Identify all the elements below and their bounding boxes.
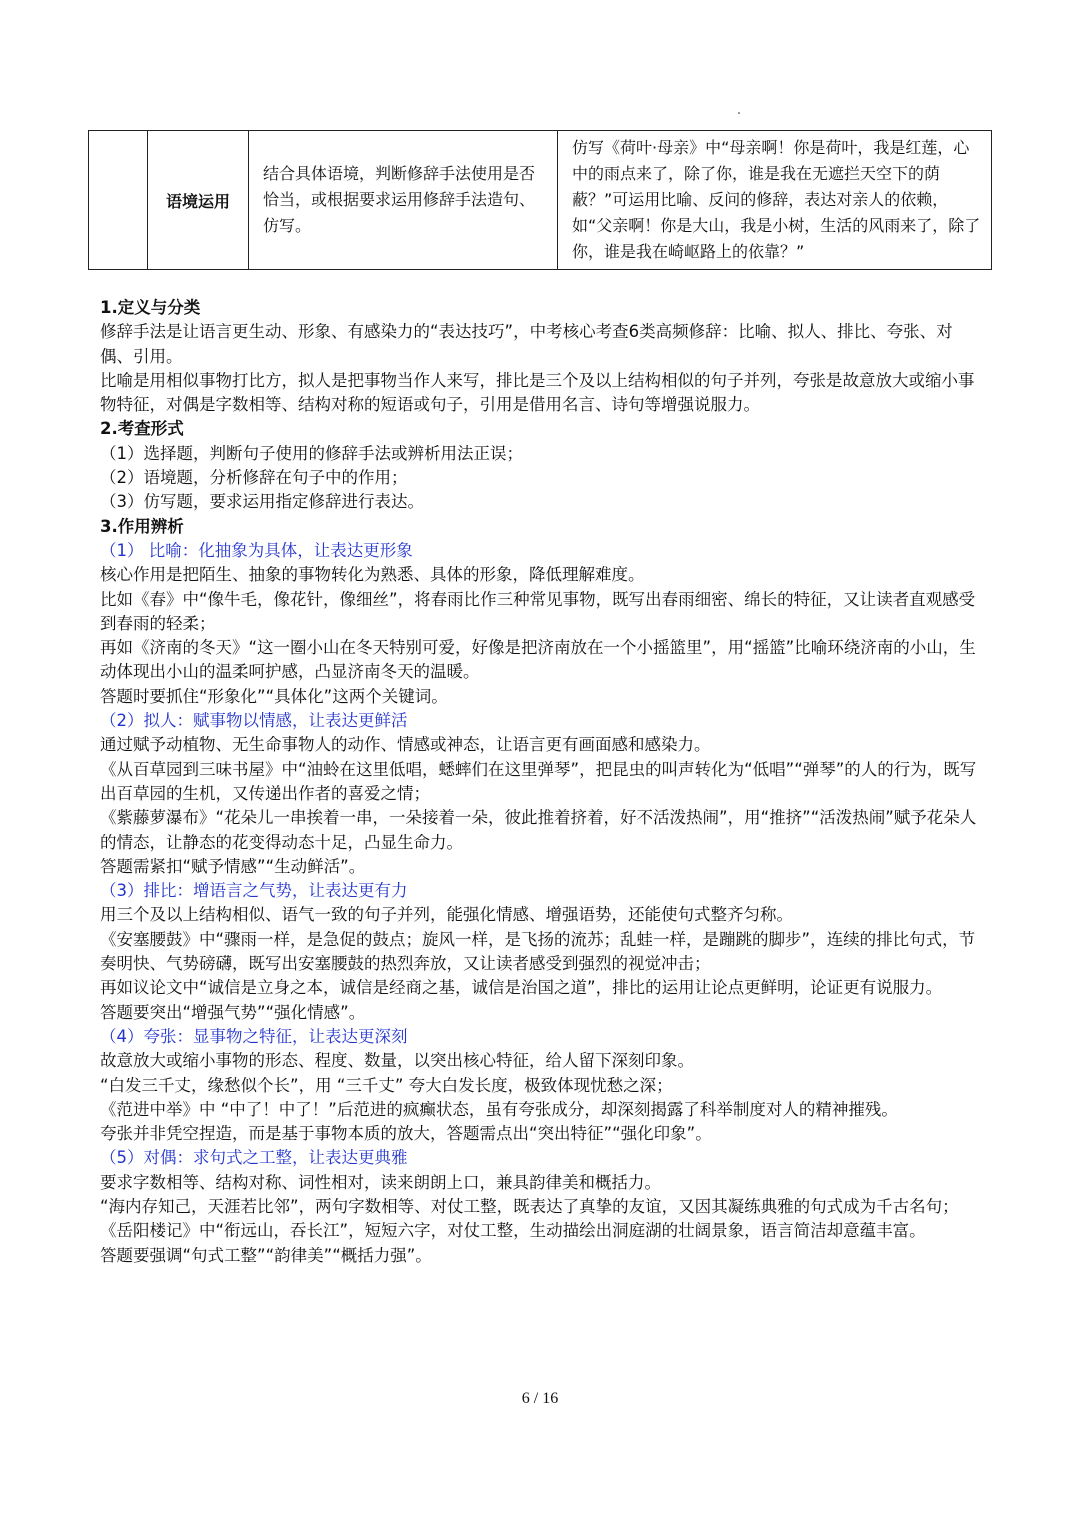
- paragraph: 再如议论文中“诚信是立身之本，诚信是经商之基，诚信是治国之道”，排比的运用让论点更鲜明，论证更有说服力。: [100, 978, 943, 998]
- paragraph: 《安塞腰鼓》中“骤雨一样，是急促的鼓点；旋风一样，是飞扬的流苏；乱蛙一样，是蹦跳的脚步”，连续的排比句式，节奏明快、气势磅礴，既写出安塞腰鼓的热烈奔放，又让读者感受到强烈的视觉冲击；: [100, 929, 976, 974]
- subheading: （5）对偶：求句式之工整，让表达更典雅: [100, 1148, 408, 1168]
- subheading: （4）夸张：显事物之特征，让表达更深刻: [100, 1026, 408, 1046]
- paragraph: 答题要强调“句式工整”“韵律美”“概括力强”。: [100, 1245, 432, 1265]
- requirement-cell: 结合具体语境，判断修辞手法使用是否恰当，或根据要求运用修辞手法造句、仿写。: [249, 131, 558, 270]
- paragraph: “海内存知己，天涯若比邻”，两句字数相等、对仗工整，既表达了真挚的友谊，又因其凝练典雅的句式成为千古名句；: [100, 1196, 959, 1216]
- paragraph: 要求字数相等、结构对称、词性相对，读来朗朗上口，兼具韵律美和概括力。: [100, 1172, 661, 1192]
- paragraph: 再如《济南的冬天》“这一圈小山在冬天特别可爱，好像是把济南放在一个小摇篮里”，用“摇篮”比喻环绕济南的小山，生动体现出小山的温柔呵护感，凸显济南冬天的温暖。: [100, 638, 976, 682]
- paragraph: 《从百草园到三味书屋》中“油蛉在这里低唱，蟋蟀们在这里弹琴”，把昆虫的叫声转化为“低唱”“弹琴”的人的行为，既写出百草园的生机，又传递出作者的喜爱之情；: [100, 759, 977, 803]
- paragraph: 《岳阳楼记》中“衔远山，吞长江”，短短六字，对仗工整，生动描绘出洞庭湖的壮阔景象，语言简洁却意蕴丰富。: [100, 1221, 926, 1241]
- paragraph: 《紫藤萝瀑布》“花朵儿一串挨着一串，一朵接着一朵，彼此推着挤着，好不活泼热闹”，用“推挤”“活泼热闹”赋予花朵人的情态，让静态的花变得动态十足，凸显生命力。: [100, 808, 977, 852]
- paragraph: 核心作用是把陌生、抽象的事物转化为熟悉、具体的形象，降低理解难度。: [100, 565, 645, 585]
- paragraph: 通过赋予动植物、无生命事物人的动作、情感或神态，让语言更有画面感和感染力。: [100, 735, 711, 755]
- label-cell: 语境运用: [148, 131, 249, 270]
- rhetoric-table: [88, 130, 992, 270]
- stray-dot: [738, 112, 740, 114]
- paragraph: 故意放大或缩小事物的形态、程度、数量，以突出核心特征，给人留下深刻印象。: [100, 1051, 694, 1071]
- section-heading: 1.定义与分类: [100, 298, 201, 317]
- table-row: [89, 131, 992, 270]
- paragraph: （3）仿写题，要求运用指定修辞进行表达。: [100, 492, 424, 512]
- section-heading: 3.作用辨析: [100, 516, 184, 536]
- paragraph: 答题需紧扣“赋予情感”“生动鲜活”。: [100, 856, 366, 876]
- paragraph: 《范进中举》中 “中了！中了！”后范进的疯癫状态，虽有夸张成分，却深刻揭露了科举制度对人的精神摧残。: [100, 1099, 898, 1119]
- paragraph: 夸张并非凭空捏造，而是基于事物本质的放大，答题需点出“突出特征”“强化印象”。: [100, 1124, 712, 1144]
- paragraph: 比如《春》中“像牛毛，像花针，像细丝”，将春雨比作三种常见事物，既写出春雨细密、绵长的特征，又让读者直观感受到春雨的轻柔；: [100, 589, 976, 633]
- document-body: [100, 296, 984, 1268]
- empty-cell: [89, 131, 148, 270]
- page-number: 6 / 16: [521, 1390, 559, 1407]
- paragraph: 用三个及以上结构相似、语气一致的句子并列，能强化情感、增强语势，还能使句式整齐匀称。: [100, 905, 793, 925]
- section-heading: 2.考查形式: [100, 419, 184, 439]
- subheading: （2）拟人：赋事物以情感，让表达更鲜活: [100, 711, 408, 731]
- paragraph: “白发三千丈，缘愁似个长”，用 “三千丈” 夸大白发长度，极致体现忧愁之深；: [100, 1075, 673, 1095]
- paragraph: 答题时要抓住“形象化”“具体化”这两个关键词。: [100, 686, 448, 706]
- example-cell: 仿写《荷叶·母亲》中“母亲啊！你是荷叶，我是红莲，心中的雨点来了，除了你，谁是我在无遮拦天空下的荫蔽？”可运用比喻、反问的修辞，表达对亲人的依赖，如“父亲啊！你是大山，我是小树，生活的风雨来了，除了你，谁是我在崎岖路上的依靠？”: [558, 131, 992, 270]
- paragraph: （2）语境题，分析修辞在句子中的作用；: [100, 468, 408, 488]
- paragraph: 修辞手法是让语言更生动、形象、有感染力的“表达技巧”，中考核心考查6类高频修辞：比喻、拟人、排比、夸张、对偶、引用。: [100, 322, 953, 366]
- paragraph: 答题要突出“增强气势”“强化情感”。: [100, 1002, 366, 1022]
- subheading: （3）排比：增语言之气势，让表达更有力: [100, 881, 408, 901]
- paragraph: （1）选择题，判断句子使用的修辞手法或辨析用法正误；: [100, 443, 523, 463]
- paragraph: 比喻是用相似事物打比方，拟人是把事物当作人来写，排比是三个及以上结构相似的句子并列，夸张是故意放大或缩小事物特征，对偶是字数相等、结构对称的短语或句子，引用是借用名言、诗句等增强说服力。: [100, 370, 975, 415]
- subheading: （1） 比喻：化抽象为具体，让表达更形象: [100, 540, 413, 560]
